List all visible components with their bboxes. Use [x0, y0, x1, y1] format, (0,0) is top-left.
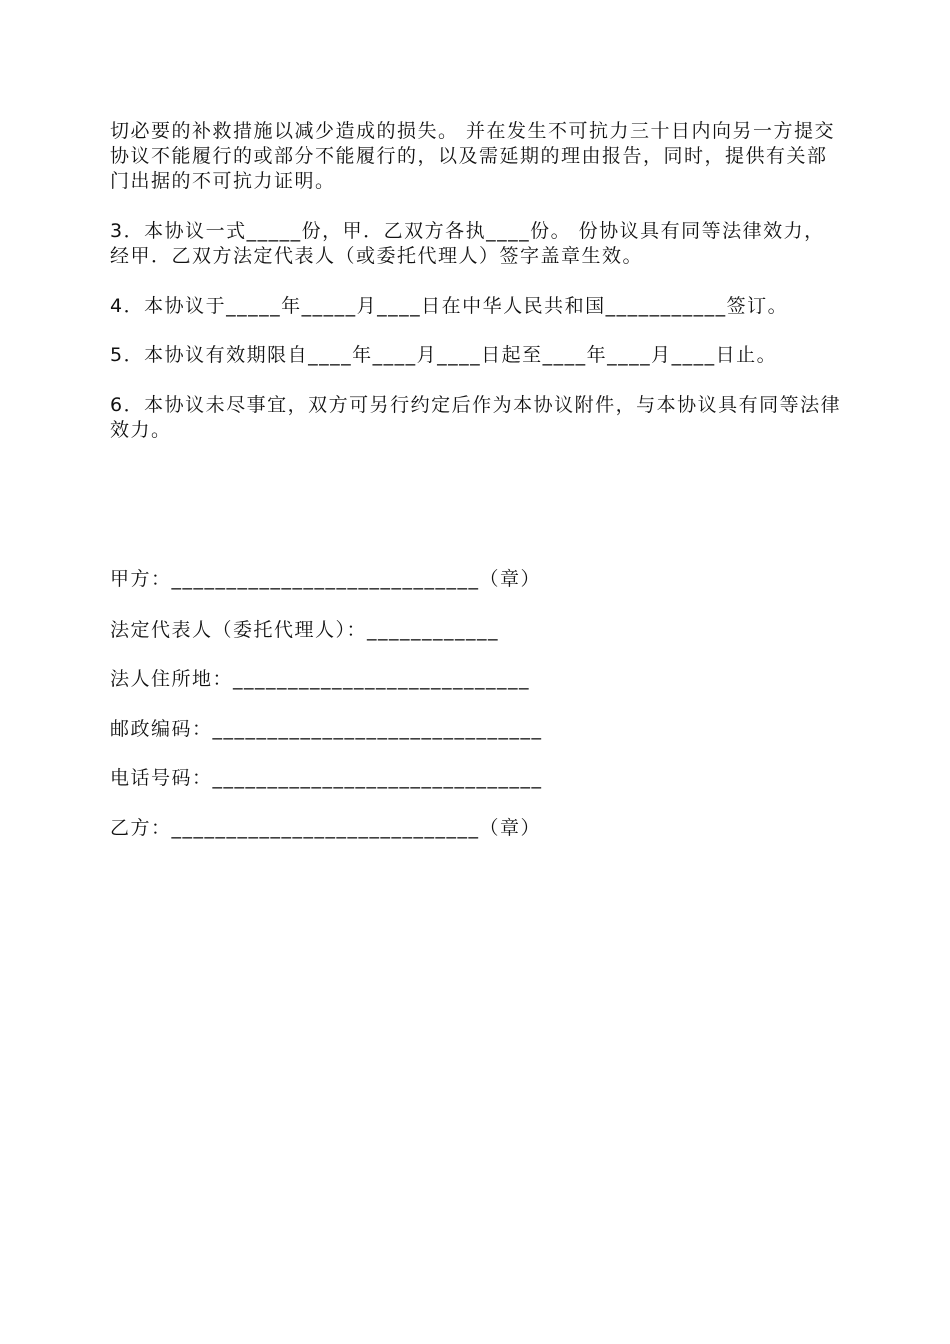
party-a-line: 甲方：____________________________（章） [110, 568, 542, 590]
clause-5: 5．本协议有效期限自____年____月____日起至____年____月____日止。 [110, 344, 778, 366]
legal-rep-line: 法定代表人（委托代理人）：____________ [110, 619, 500, 641]
clause-3: 3．本协议一式_____份，甲．乙双方各执____份。 份协议具有同等法律效力，经甲．乙双方法定代表人（或委托代理人）签字盖章生效。 [110, 220, 825, 267]
clause-4: 4．本协议于_____年_____月____日在中华人民共和国___________签订。 [110, 295, 789, 317]
clause-continuation: 切必要的补救措施以减少造成的损失。 并在发生不可抗力三十日内向另一方提交协议不能履行的或部分不能履行的，以及需延期的理由报告，同时，提供有关部门出据的不可抗力证明。 [110, 120, 836, 192]
address-line: 法人住所地：___________________________ [110, 668, 531, 690]
phone-line: 电话号码：______________________________ [110, 767, 543, 789]
party-b-line: 乙方：____________________________（章） [110, 817, 542, 839]
postal-code-line: 邮政编码：______________________________ [110, 718, 543, 740]
clause-6: 6．本协议未尽事宜，双方可另行约定后作为本协议附件，与本协议具有同等法律效力。 [110, 394, 842, 441]
